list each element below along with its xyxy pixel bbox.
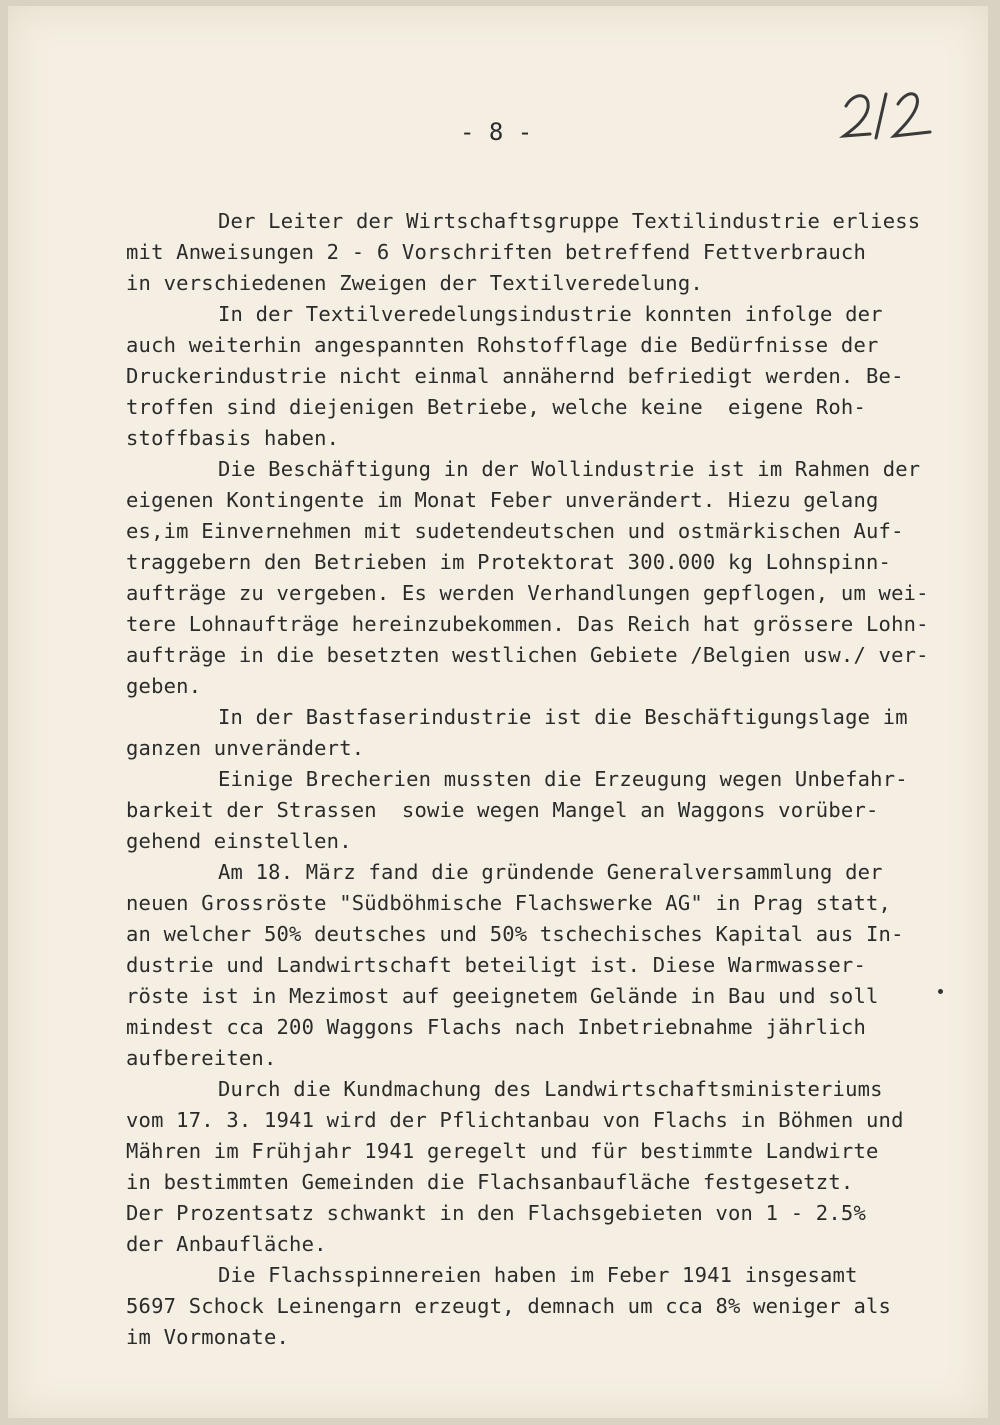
text-line: Mähren im Frühjahr 1941 geregelt und für bestimmte Landwirte: [126, 1139, 879, 1163]
document-page: [8, 6, 988, 1418]
text-line: gehend einstellen.: [126, 829, 352, 853]
text-line: mit Anweisungen 2 - 6 Vorschriften betreffend Fettverbrauch: [126, 240, 866, 264]
handwritten-folio-number: [836, 84, 936, 144]
text-line: stoffbasis haben.: [126, 426, 340, 450]
text-line: Am 18. März fand die gründende Generalversammlung der: [218, 860, 883, 884]
text-line: Die Beschäftigung in der Wollindustrie ist im Rahmen der: [218, 457, 921, 481]
text-line: in verschiedenen Zweigen der Textilveredelung.: [126, 271, 703, 295]
text-line: aufbereiten.: [126, 1046, 277, 1070]
text-line: dustrie und Landwirtschaft beteiligt ist. Diese Warmwasser-: [126, 953, 866, 977]
text-line: Durch die Kundmachung des Landwirtschaftsministeriums: [218, 1077, 883, 1101]
text-line: in bestimmten Gemeinden die Flachsanbaufläche festgesetzt.: [126, 1170, 854, 1194]
text-line: barkeit der Strassen sowie wegen Mangel an Waggons vorüber-: [126, 798, 879, 822]
text-line: neuen Grossröste "Südböhmische Flachswerke AG" in Prag statt,: [126, 891, 892, 915]
text-line: auch weiterhin angespannten Rohstofflage die Bedürfnisse der: [126, 333, 879, 357]
text-line: eigenen Kontingente im Monat Feber unverändert. Hiezu gelang: [126, 488, 879, 512]
text-line: vom 17. 3. 1941 wird der Pflichtanbau von Flachs in Böhmen und: [126, 1108, 904, 1132]
text-line: Der Prozentsatz schwankt in den Flachsgebieten von 1 - 2.5%: [126, 1201, 866, 1225]
text-line: mindest cca 200 Waggons Flachs nach Inbetriebnahme jährlich: [126, 1015, 866, 1039]
text-line: an welcher 50% deutsches und 50% tschechisches Kapital aus In-: [126, 922, 904, 946]
body-text: [126, 206, 929, 1353]
text-line: ganzen unverändert.: [126, 736, 365, 760]
text-line: der Anbaufläche.: [126, 1232, 327, 1256]
text-line: Die Flachsspinnereien haben im Feber 1941 insgesamt: [218, 1263, 858, 1287]
page-number: - 8 -: [460, 118, 533, 146]
text-line: In der Textilveredelungsindustrie konnten infolge der: [218, 302, 883, 326]
text-line: es,im Einvernehmen mit sudetendeutschen und ostmärkischen Auf-: [126, 519, 904, 543]
text-line: im Vormonate.: [126, 1325, 290, 1349]
text-line: geben.: [126, 674, 202, 698]
text-line: traggebern den Betrieben im Protektorat 300.000 kg Lohnspinn-: [126, 550, 892, 574]
text-line: troffen sind diejenigen Betriebe, welche keine eigene Roh-: [126, 395, 866, 419]
text-line: aufträge zu vergeben. Es werden Verhandlungen gepflogen, um wei-: [126, 581, 929, 605]
text-line: Einige Brecherien mussten die Erzeugung wegen Unbefahr-: [218, 767, 908, 791]
stray-mark: [938, 989, 943, 994]
text-line: aufträge in die besetzten westlichen Gebiete /Belgien usw./ ver-: [126, 643, 929, 667]
text-line: Druckerindustrie nicht einmal annähernd befriedigt werden. Be-: [126, 364, 904, 388]
text-line: tere Lohnaufträge hereinzubekommen. Das Reich hat grössere Lohn-: [126, 612, 929, 636]
text-line: röste ist in Mezimost auf geeignetem Gelände in Bau und soll: [126, 984, 879, 1008]
text-line: In der Bastfaserindustrie ist die Beschäftigungslage im: [218, 705, 908, 729]
text-line: Der Leiter der Wirtschaftsgruppe Textilindustrie erliess: [218, 209, 921, 233]
text-line: 5697 Schock Leinengarn erzeugt, demnach um cca 8% weniger als: [126, 1294, 892, 1318]
